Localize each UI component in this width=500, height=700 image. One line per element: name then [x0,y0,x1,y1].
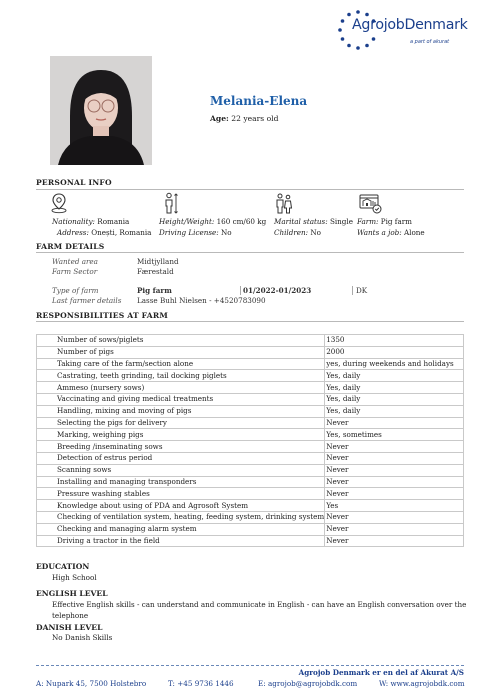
person-height-icon [160,192,180,214]
footer-phone: T: +45 9736 1446 [168,679,234,688]
responsibility-value: Never [325,476,464,488]
farm-icon [358,192,382,214]
danish-level-value: No Danish Skills [52,633,113,642]
table-row [37,393,464,405]
driving-license [159,228,232,237]
responsibility-value: 2000 [325,346,464,358]
responsibility-task: Pressure washing stables [37,488,325,500]
responsibility-task: Driving a tractor in the field [37,535,325,547]
marital-status [274,217,353,226]
responsibility-value: Never [325,535,464,547]
english-level-value: Effective English skills - can understand and communicate in English - can have an English conversation over the telephone [52,600,467,620]
table-row [37,535,464,547]
nationality-label: Nationality: [52,217,95,226]
wants-label: Wants a job: [357,228,402,237]
farm-value: Pig farm [380,217,412,226]
footer-website[interactable]: W: www.agrojobdk.com [379,679,465,688]
children-value: No [310,228,321,237]
table-row [37,441,464,453]
wants-a-job [357,228,425,237]
responsibility-value: Never [325,452,464,464]
candidate-age [210,114,278,123]
height-value: 160 cm/60 kg [216,217,267,226]
farm [357,217,412,226]
table-row [37,511,464,523]
profile-photo [50,56,152,165]
table-row [37,335,464,347]
address-value: Onești, Romania [91,228,152,237]
responsibility-task: Taking care of the farm/section alone [37,358,325,370]
wants-value: Alone [403,228,425,237]
responsibility-task: Selecting the pigs for delivery [37,417,325,429]
divider [36,252,464,253]
address [57,228,151,237]
section-personal-info: PERSONAL INFO [36,178,112,187]
table-row [37,382,464,394]
table-row [37,370,464,382]
age-label: Age: [210,114,229,123]
responsibility-value: Yes, daily [325,405,464,417]
responsibility-value: yes, during weekends and holidays [325,358,464,370]
last-farmer-value: Lasse Buhl Nielsen - +4520783090 [137,296,266,305]
height-weight [159,217,266,226]
responsibility-task: Marking, weighing pigs [37,429,325,441]
section-danish-level: DANISH LEVEL [36,623,103,632]
footer-address: A: Nupark 45, 7500 Holstebro [36,679,147,688]
responsibility-task: Vaccinating and giving medical treatments [37,393,325,405]
children-label: Children: [274,228,309,237]
responsibility-task: Checking of ventilation system, heating, feeding system, drinking system [37,511,325,523]
responsibilities-table [36,334,464,547]
license-value: No [221,228,232,237]
responsibility-value: Never [325,523,464,535]
responsibility-value: Never [325,464,464,476]
table-row [37,523,464,535]
farm-sector-value: Færestald [137,267,174,276]
responsibility-task: Number of pigs [37,346,325,358]
table-row [37,405,464,417]
brand-name: AgrojobDenmark [352,17,468,33]
footer-company: Agrojob Denmark er en del af Akurat A/S [298,668,464,677]
nationality-value: Romania [97,217,130,226]
type-of-farm-label: Type of farm [52,286,99,295]
responsibility-value: Yes [325,500,464,512]
candidate-name: Melania-Elena [210,94,308,108]
children [274,228,321,237]
license-label: Driving License: [159,228,219,237]
height-label: Height/Weight: [159,217,215,226]
brand-subtitle: a part of akurat [410,39,450,45]
responsibility-value: Yes, daily [325,393,464,405]
last-farmer-label: Last farmer details [52,296,122,305]
responsibility-task: Handling, mixing and moving of pigs [37,405,325,417]
responsibility-value: Never [325,441,464,453]
responsibility-value: Yes, daily [325,382,464,394]
footer-email[interactable]: E: agrojob@agrojobdk.com [258,679,358,688]
divider [36,189,464,190]
responsibility-value: Never [325,417,464,429]
section-english-level: ENGLISH LEVEL [36,589,108,598]
age-value: 22 years old [231,114,279,123]
table-row [37,476,464,488]
farm-label: Farm: [357,217,379,226]
education-value: High School [52,573,97,582]
responsibility-value: Never [325,511,464,523]
responsibility-value: Never [325,488,464,500]
responsibility-task: Number of sows/piglets [37,335,325,347]
divider [36,321,464,322]
farm-period: 01/2022-01/2023 [243,286,312,295]
table-row [37,488,464,500]
farm-country: DK [356,286,368,295]
section-education: EDUCATION [36,562,90,571]
responsibility-task: Ammeso (nursery sows) [37,382,325,394]
separator [240,286,241,295]
marital-label: Marital status: [274,217,328,226]
responsibility-task: Knowledge about using of PDA and Agrosoft System [37,500,325,512]
responsibility-value: 1350 [325,335,464,347]
table-row [37,464,464,476]
company-logo [336,8,486,53]
responsibility-task: Installing and managing transponders [37,476,325,488]
section-farm-details: FARM DETAILS [36,242,105,251]
table-row [37,429,464,441]
responsibility-value: Yes, daily [325,370,464,382]
table-row [37,358,464,370]
responsibility-task: Checking and managing alarm system [37,523,325,535]
responsibility-value: Yes, sometimes [325,429,464,441]
marital-value: Single [329,217,353,226]
wanted-area-value: Midtjylland [137,257,179,266]
responsibility-task: Scanning sows [37,464,325,476]
location-icon [49,192,69,214]
separator [352,286,353,295]
table-row [37,346,464,358]
family-icon [274,192,294,214]
table-row [37,500,464,512]
responsibility-task: Detection of estrus period [37,452,325,464]
responsibility-task: Breeding /inseminating sows [37,441,325,453]
address-label: Address: [57,228,89,237]
footer-divider [36,665,464,666]
section-responsibilities: RESPONSIBILITIES AT FARM [36,311,168,320]
table-row [37,417,464,429]
nationality [52,217,129,226]
wanted-area-label: Wanted area [52,257,98,266]
type-of-farm-value: Pig farm [137,286,172,295]
farm-sector-label: Farm Sector [52,267,98,276]
responsibility-task: Castrating, teeth grinding, tail docking piglets [37,370,325,382]
table-row [37,452,464,464]
